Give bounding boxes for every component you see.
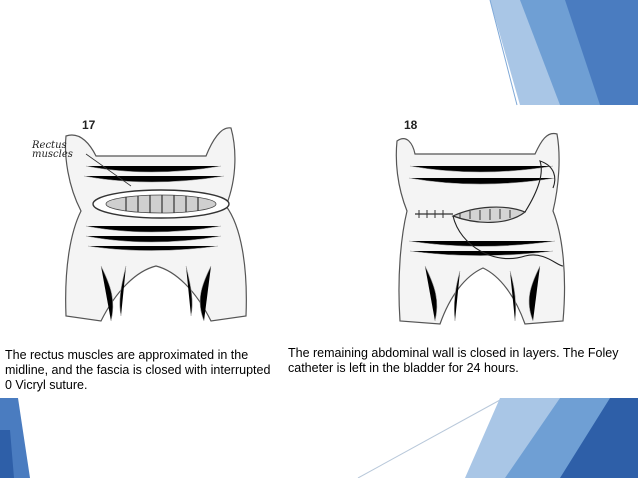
caption-left: The rectus muscles are approximated in the midline, and the fascia is closed with interrupted 0 Vicryl suture. <box>5 348 271 392</box>
figure-number-18: 18 <box>404 118 418 132</box>
caption-right: The remaining abdominal wall is closed in layers. The Foley catheter is left in the bladder for 24 hours. <box>288 346 619 375</box>
rectus-muscles-label: Rectus muscles <box>32 140 73 160</box>
figure-number-17: 17 <box>82 118 96 132</box>
illustration-wall-closure <box>385 116 575 330</box>
